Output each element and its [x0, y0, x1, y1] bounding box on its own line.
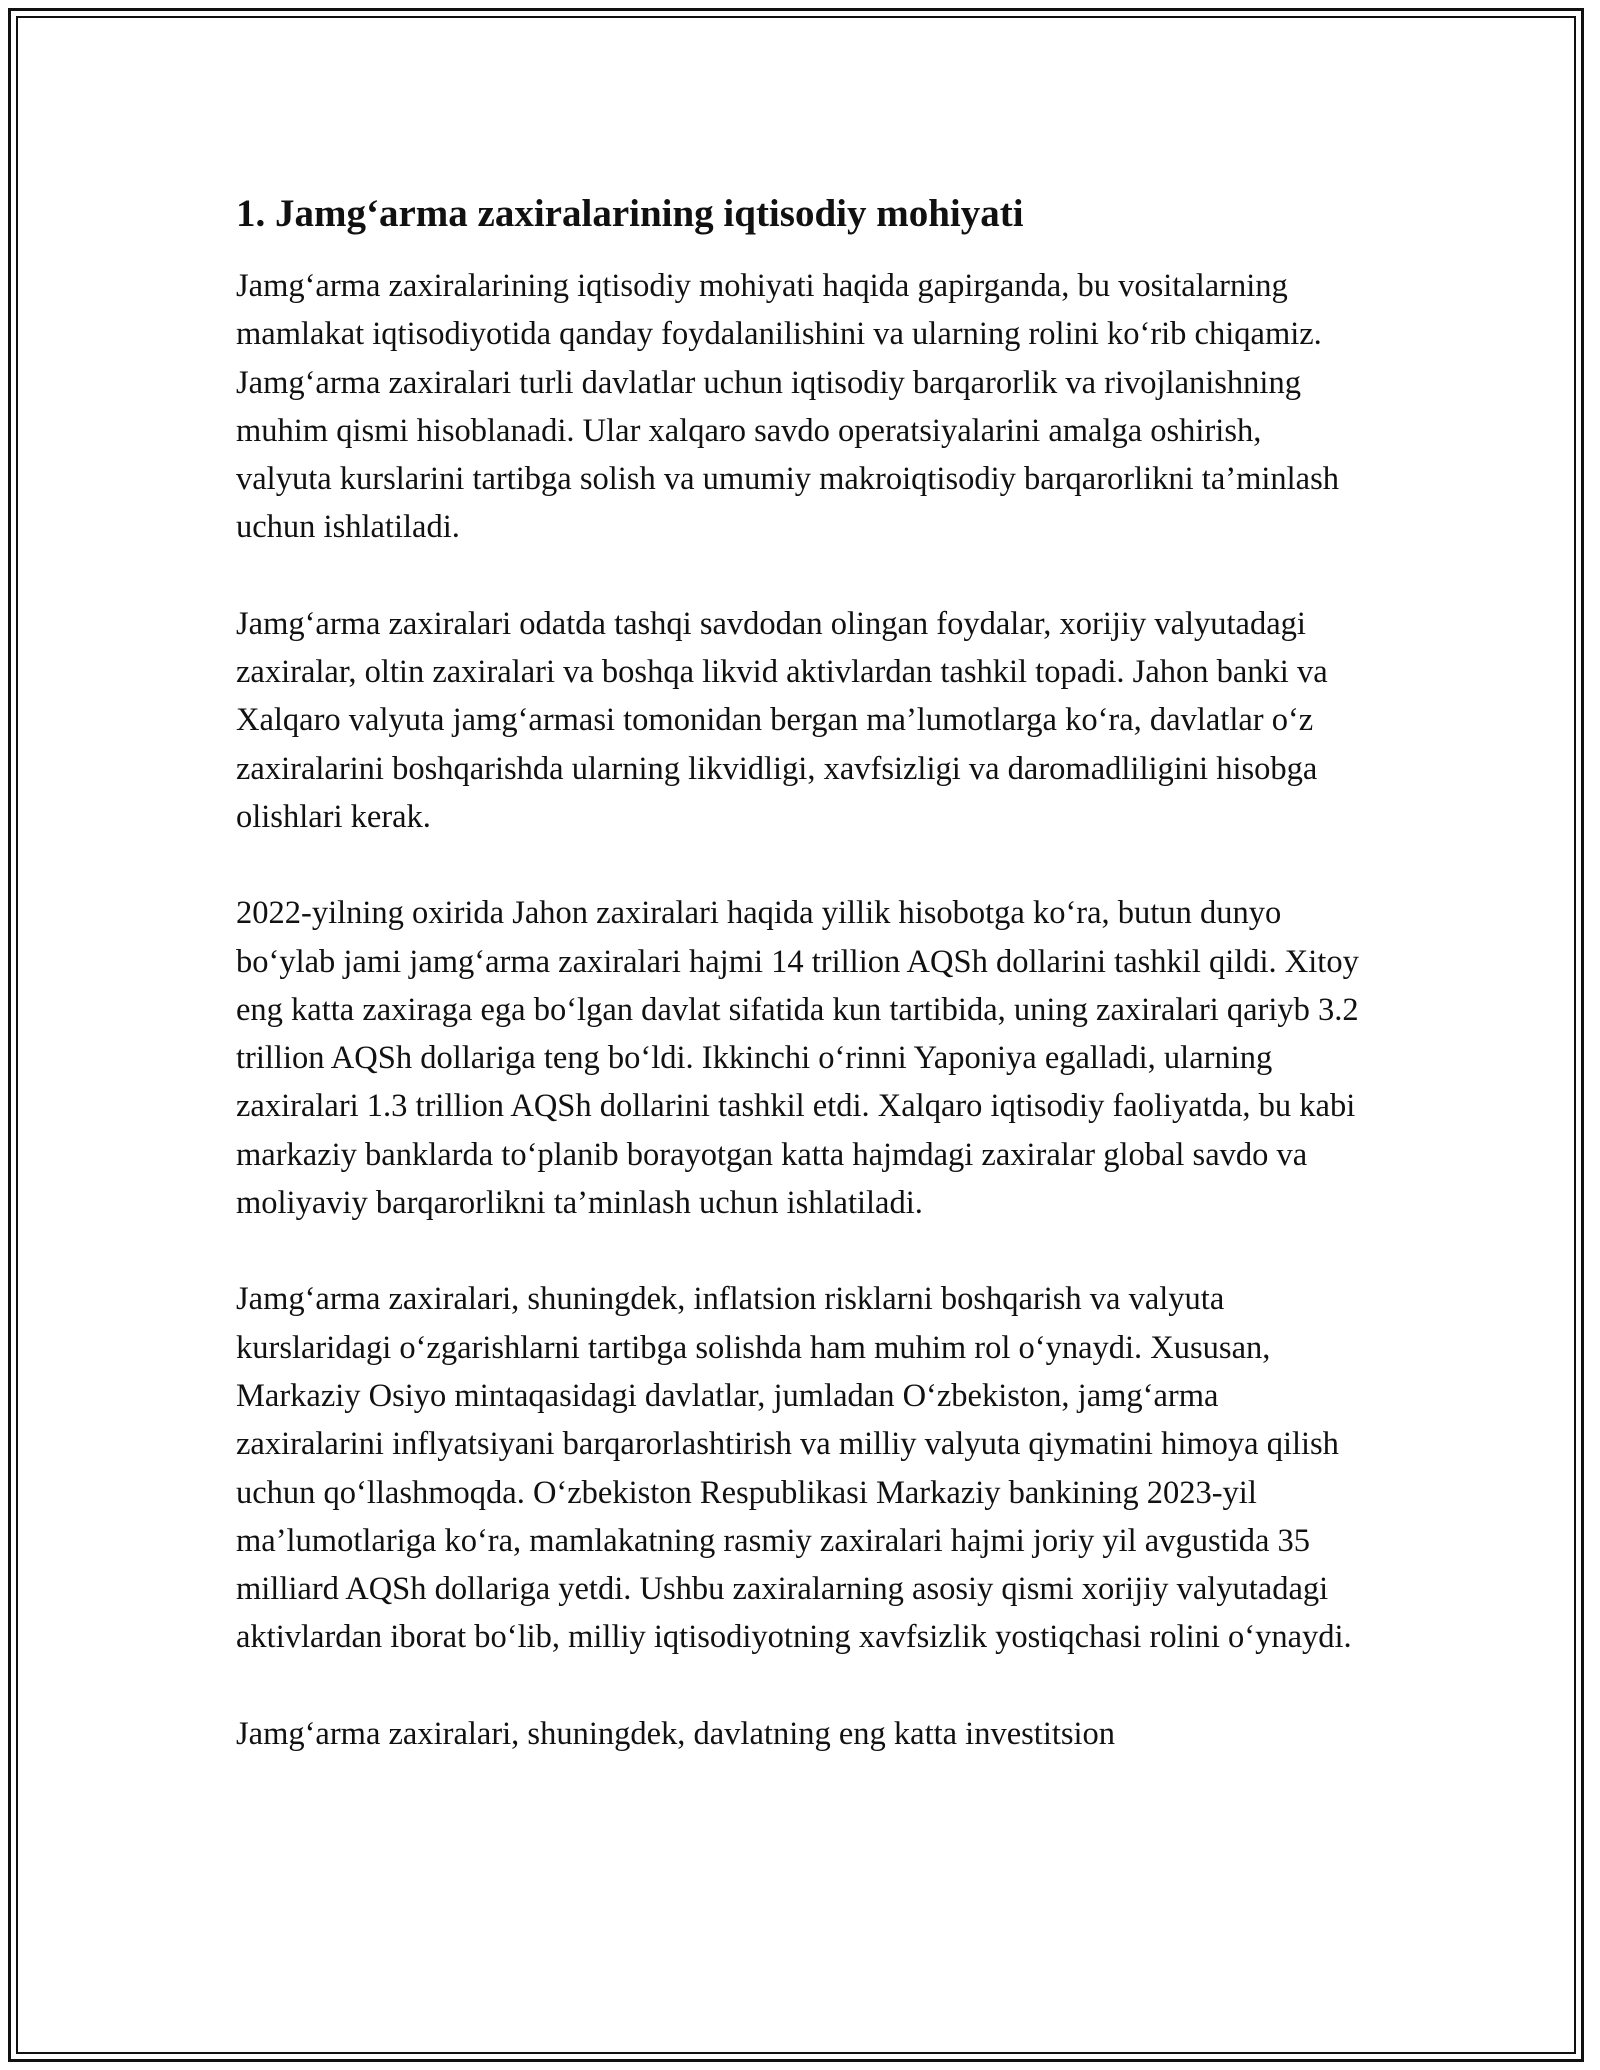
paragraph: Jamg‘arma zaxiralari, shuningdek, davlatning eng katta investitsion — [236, 1715, 1116, 1752]
document-body — [236, 188, 1360, 1758]
paragraph: Jamg‘arma zaxiralari odatda tashqi savdodan olingan foydalar, xorijiy valyutadagi zaxiralar, oltin zaxiralari va boshqa likvid aktivlardan tashkil topadi. Jahon banki va Xalqaro valyuta jamg‘armasi tomonidan bergan ma’lumotlarga ko‘ra, davlatlar o‘z zaxiralarini boshqarishda ularning likvidligi, xavfsizligi va daromadliligini hisobga olishlari kerak. — [236, 605, 1328, 835]
paragraph: 2022-yilning oxirida Jahon zaxiralari haqida yillik hisobotga ko‘ra, butun dunyo bo‘ylab jami jamg‘arma zaxiralari hajmi 14 trillion AQSh dollarini tashkil qildi. Xitoy eng katta zaxiraga ega bo‘lgan davlat sifatida kun tartibida, uning zaxiralari qariyb 3.2 trillion AQSh dollariga teng bo‘ldi. Ikkinchi o‘rinni Yaponiya egalladi, ularning zaxiralari 1.3 trillion AQSh dollarini tashkil etdi. Xalqaro iqtisodiy faoliyatda, bu kabi markaziy banklarda to‘planib borayotgan katta hajmdagi zaxiralar global savdo va moliyaviy barqarorlikni ta’minlash uchun ishlatiladi. — [236, 895, 1359, 1222]
paragraph: Jamg‘arma zaxiralari, shuningdek, inflatsion risklarni boshqarish va valyuta kurslaridagi o‘zgarishlarni tartibga solishda ham muhim rol o‘ynaydi. Xususan, Markaziy Osiyo mintaqasidagi davlatlar, jumladan O‘zbekiston, jamg‘arma zaxiralarini inflyatsiyani barqarorlashtirish va milliy valyuta qiymatini himoya qilish uchun qo‘llashmoqda. O‘zbekiston Respublikasi Markaziy bankining 2023-yil ma’lumotlariga ko‘ra, mamlakatning rasmiy zaxiralari hajmi joriy yil avgustida 35 milliard AQSh dollariga yetdi. Ushbu zaxiralarning asosiy qismi xorijiy valyutadagi aktivlardan iborat bo‘lib, milliy iqtisodiyotning xavfsizlik yostiqchasi rolini o‘ynaydi. — [236, 1281, 1352, 1656]
section-heading: 1. Jamg‘arma zaxiralarining iqtisodiy mohiyati — [236, 192, 1024, 235]
paragraph: Jamg‘arma zaxiralarining iqtisodiy mohiyati haqida gapirganda, bu vositalarning mamlakat iqtisodiyotida qanday foydalanilishini va ularning rolini ko‘rib chiqamiz. Jamg‘arma zaxiralari turli davlatlar uchun iqtisodiy barqarorlik va rivojlanishning muhim qismi hisoblanadi. Ular xalqaro savdo operatsiyalarini amalga oshirish, valyuta kurslarini tartibga solish va umumiy makroiqtisodiy barqarorlikni ta’minlash uchun ishlatiladi. — [236, 268, 1339, 546]
